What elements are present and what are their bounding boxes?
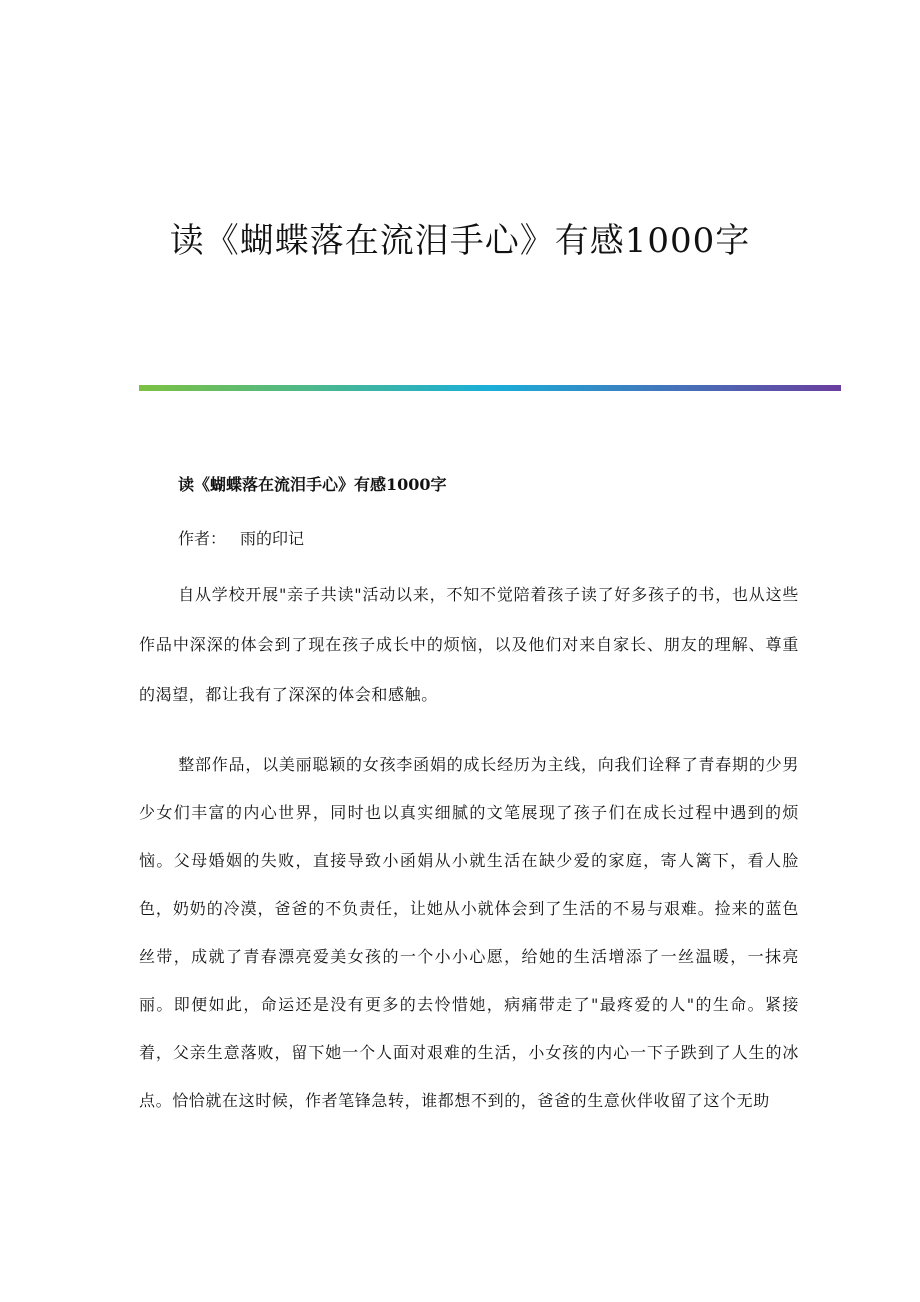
paragraph-1: 自从学校开展"亲子共读"活动以来，不知不觉陪着孩子读了好多孩子的书，也从这些作品中深深的体会到了现在孩子成长中的烦恼，以及他们对来自家长、朋友的理解、尊重的渴望，都让我有了深深的体会和感触。 xyxy=(139,585,799,704)
paragraph-2: 整部作品，以美丽聪颖的女孩李函娟的成长经历为主线，向我们诠释了青春期的少男少女们丰富的内心世界，同时也以真实细腻的文笔展现了孩子们在成长过程中遇到的烦恼。父母婚姻的失败，直接导致小函娟从小就生活在缺少爱的家庭，寄人篱下，看人脸色，奶奶的冷漠，爸爸的不负责任，让她从小就体会到了生活的不易与艰难。捡来的蓝色丝带，成就了青春漂亮爱美女孩的一个小小心愿，给她的生活增添了一丝温暖，一抹亮丽。即便如此，命运还是没有更多的去怜惜她，病痛带走了"最疼爱的人"的生命。紧接着，父亲生意落败，留下她一个人面对艰难的生活，小女孩的内心一下子跌到了人生的冰点。恰恰就在这时候，作者笔锋急转，谁都想不到的，爸爸的生意伙伴收留了这个无助 xyxy=(139,755,799,1110)
author-line xyxy=(178,526,304,552)
author-name: 雨的印记 xyxy=(240,529,305,548)
author-label: 作者： xyxy=(178,529,227,548)
title-divider xyxy=(139,385,841,391)
page-title: 读《蝴蝶落在流泪手心》有感1000字 xyxy=(169,221,751,261)
article-body xyxy=(139,580,799,1146)
article-heading: 读《蝴蝶落在流泪手心》有感1000字 xyxy=(178,475,447,494)
